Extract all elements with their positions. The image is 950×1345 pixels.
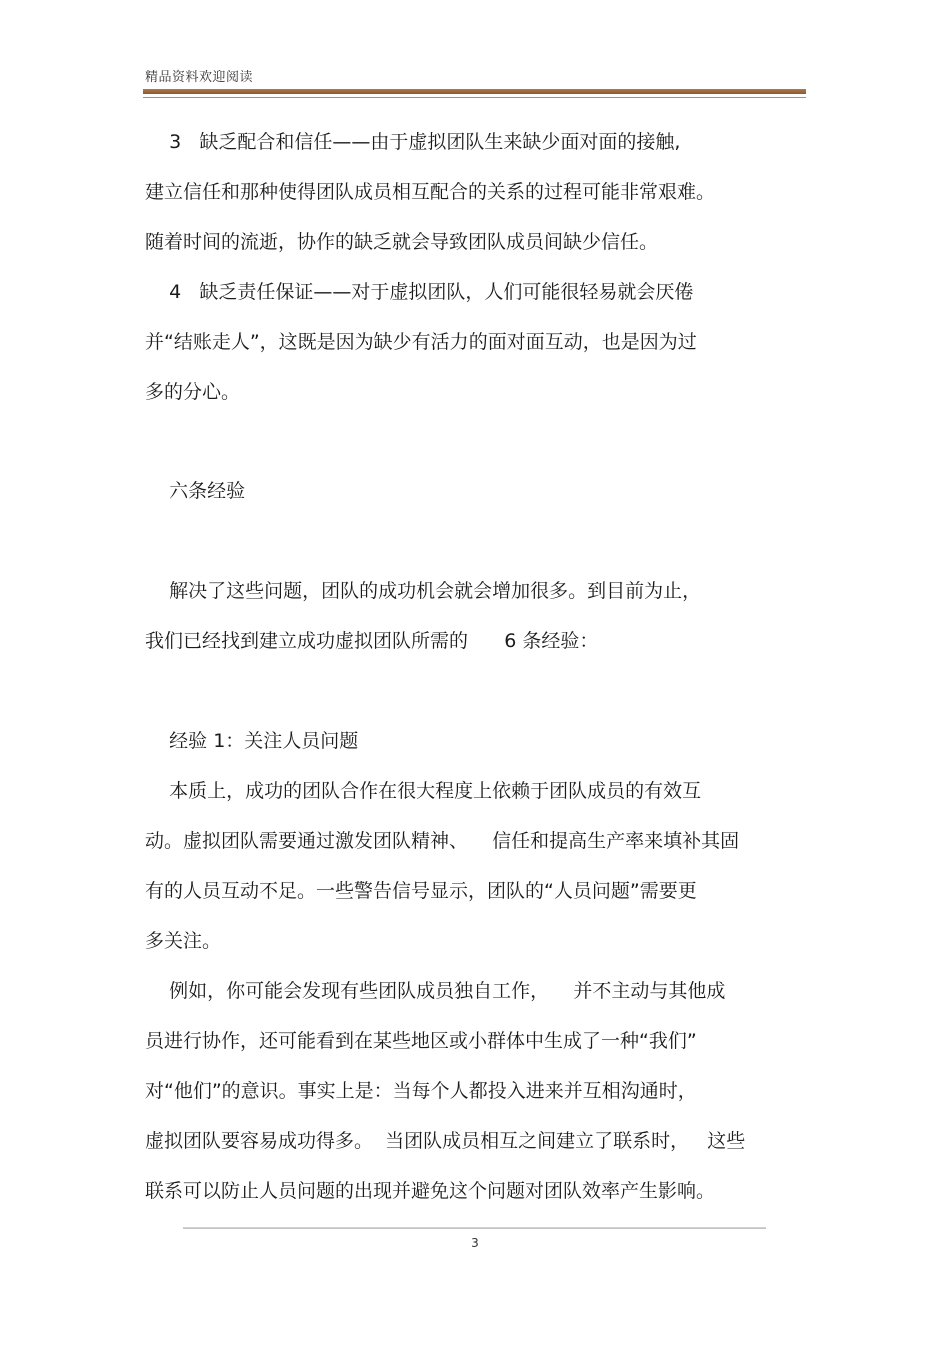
text-line: 3 缺乏配合和信任——由于虚拟团队生来缺少面对面的接触, (145, 131, 681, 153)
text-line: 并“结账走人”，这既是因为缺少有活力的面对面互动，也是因为过 (145, 331, 697, 353)
text-line: 我们已经找到建立成功虚拟团队所需的 6 条经验： (145, 630, 599, 652)
header-rule-thin (143, 97, 806, 98)
footer-rule (183, 1227, 766, 1229)
page-number: 3 (471, 1236, 479, 1250)
header-rule-thick (143, 89, 806, 94)
text-line: 建立信任和那种使得团队成员相互配合的关系的过程可能非常艰难。 (145, 181, 716, 203)
text-line: 联系可以防止人员问题的出现并避免这个问题对团队效率产生影响。 (145, 1180, 716, 1202)
text-line: 多关注。 (145, 930, 222, 952)
subsection-heading: 经验 1：关注人员问题 (145, 730, 359, 752)
text-line: 本质上，成功的团队合作在很大程度上依赖于团队成员的有效互 (145, 780, 702, 802)
text-line: 4 缺乏责任保证——对于虚拟团队，人们可能很轻易就会厌倦 (145, 281, 694, 303)
text-line: 解决了这些问题，团队的成功机会就会增加很多。到目前为止， (145, 580, 702, 602)
text-line: 对“他们”的意识。事实上是：当每个人都投入进来并互相沟通时， (145, 1080, 697, 1102)
text-line: 有的人员互动不足。一些警告信号显示，团队的“人员问题”需要更 (145, 880, 697, 902)
text-line: 例如，你可能会发现有些团队成员独自工作， 并不主动与其他成 (145, 980, 726, 1002)
text-line: 动。虚拟团队需要通过激发团队精神、 信任和提高生产率来填补其固 (145, 830, 740, 852)
text-line: 随着时间的流逝，协作的缺乏就会导致团队成员间缺少信任。 (145, 231, 659, 253)
section-heading: 六条经验 (145, 480, 246, 502)
text-line: 多的分心。 (145, 381, 241, 403)
text-line: 员进行协作，还可能看到在某些地区或小群体中生成了一种“我们” (145, 1030, 697, 1052)
text-line: 虚拟团队要容易成功得多。 当团队成员相互之间建立了联系时， 这些 (145, 1130, 746, 1152)
header-title: 精品资料欢迎阅读 (145, 70, 254, 85)
